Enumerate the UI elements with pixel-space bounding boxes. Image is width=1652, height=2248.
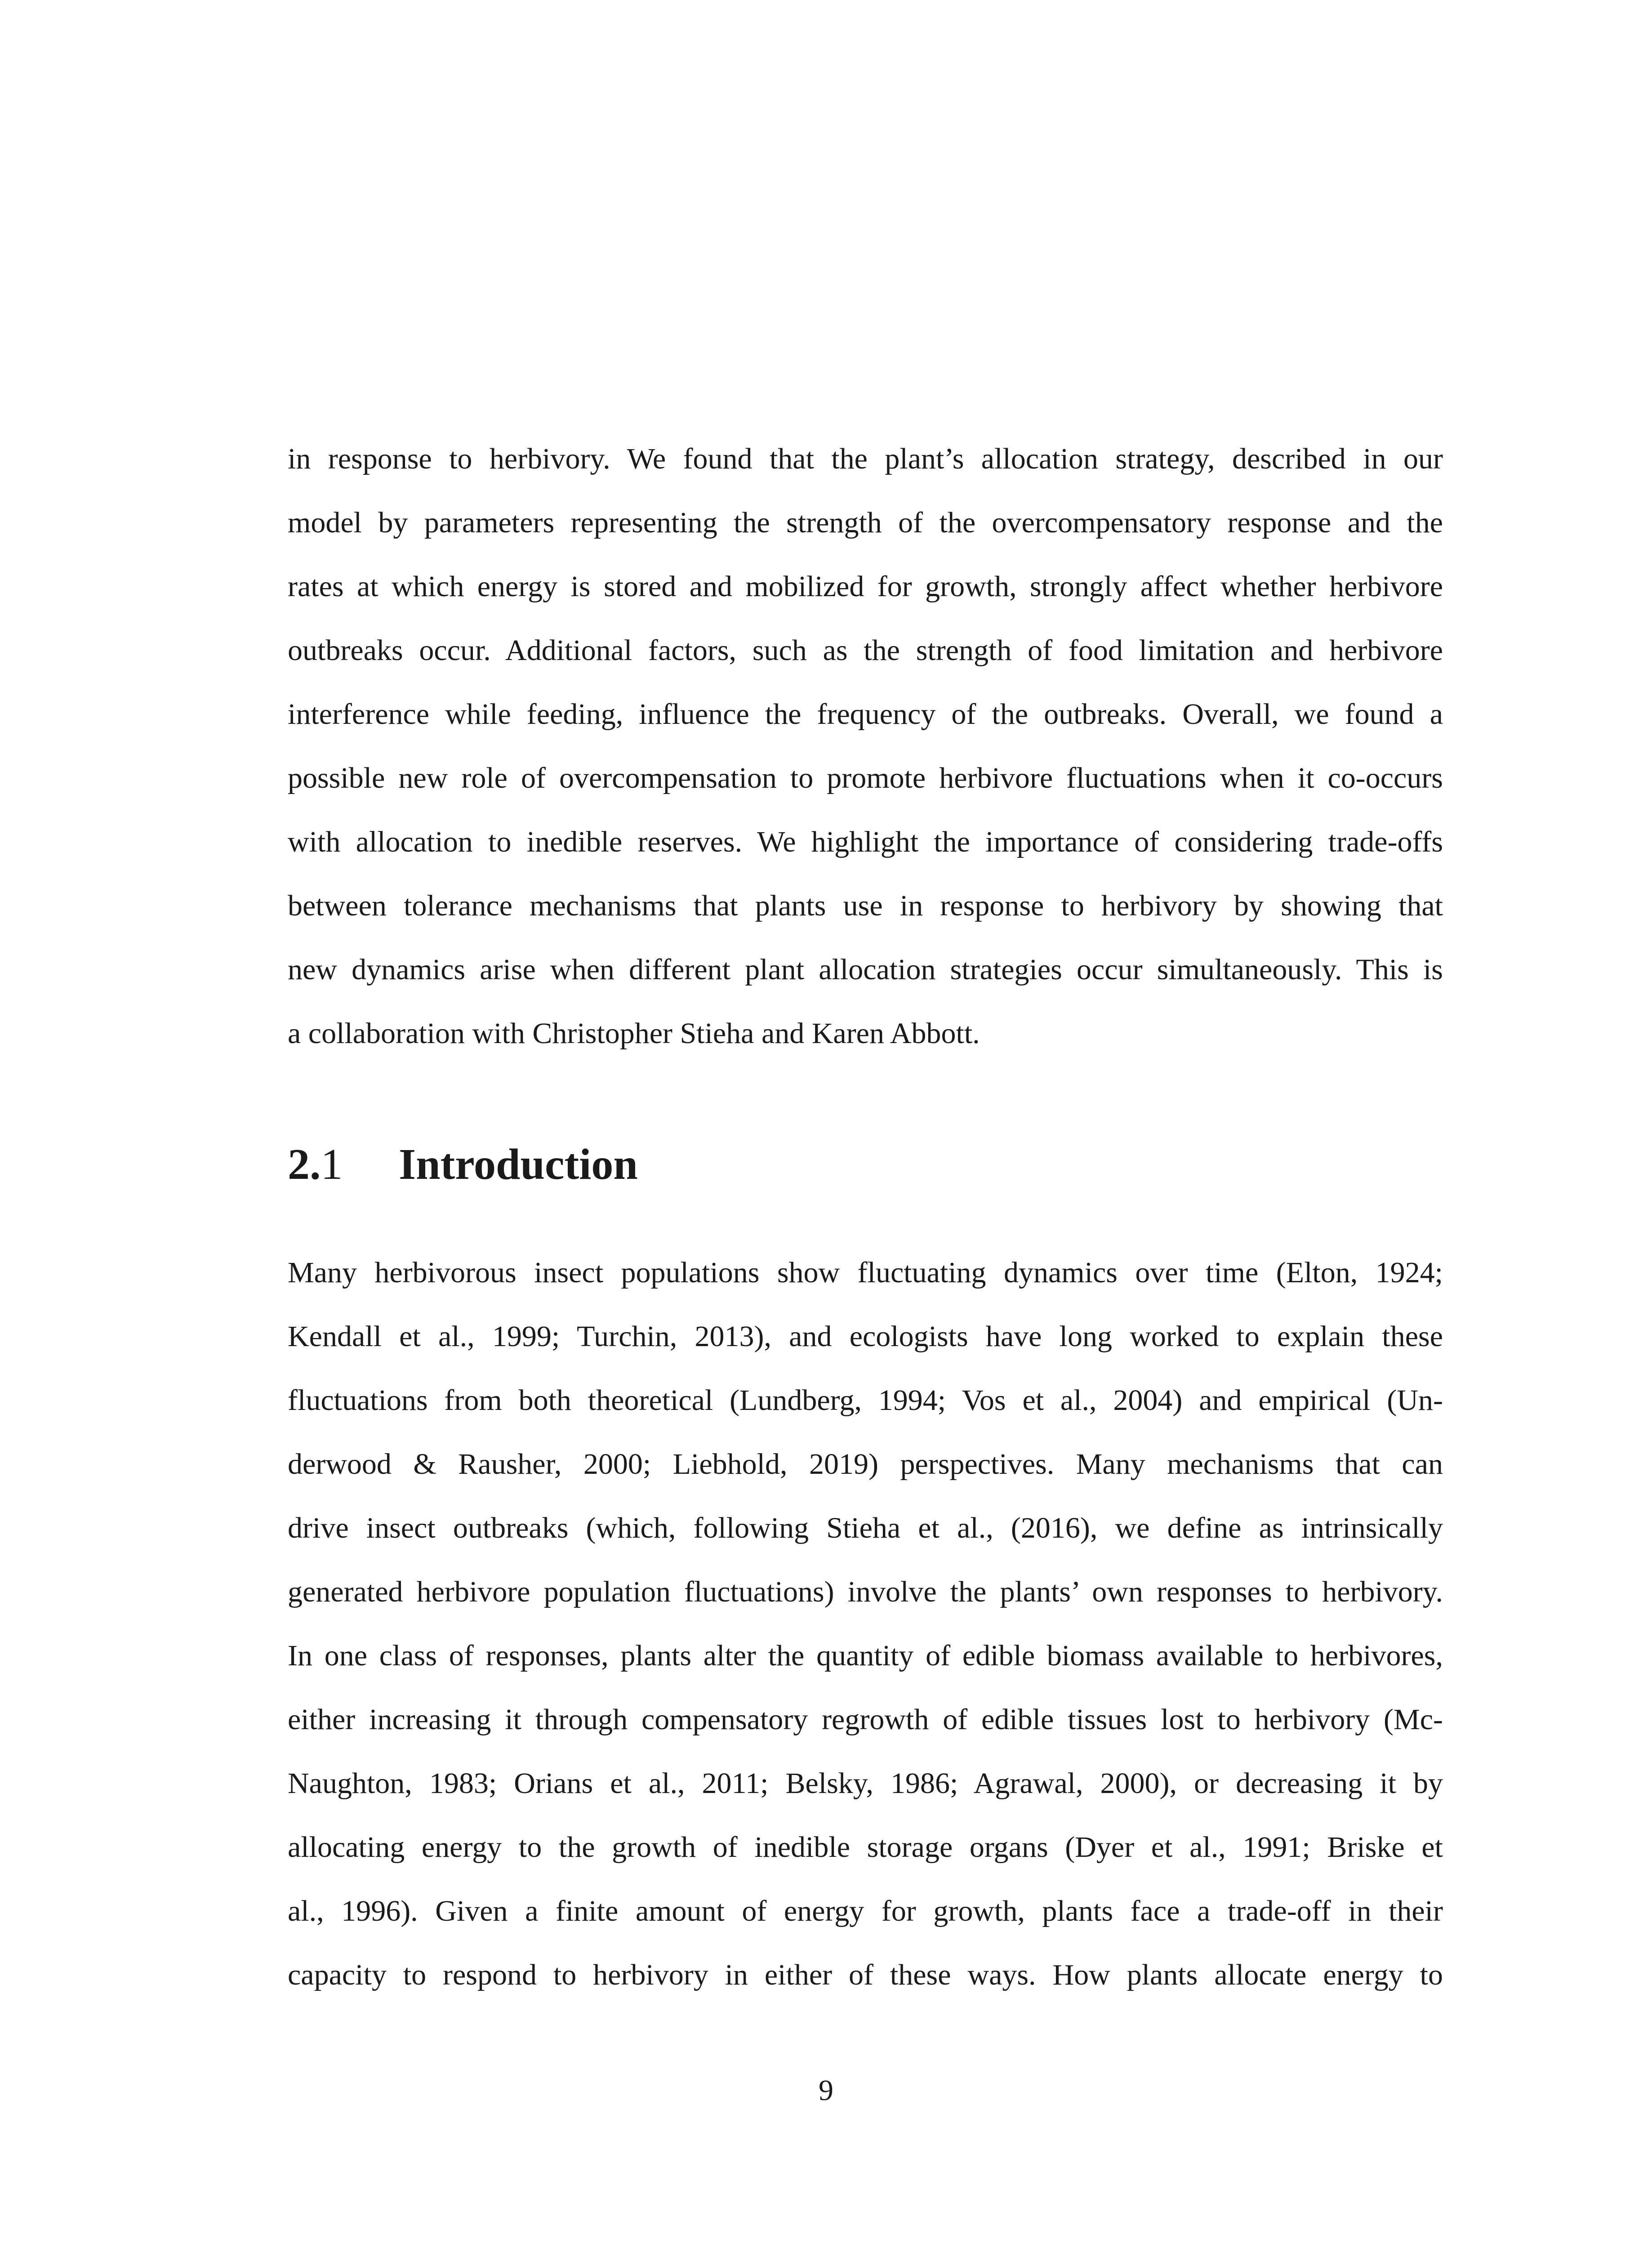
- text-line: Kendall et al., 1999; Turchin, 2013), and ecologists have long worked to explain these: [288, 1320, 1443, 1353]
- text-line: in response to herbivory. We found that the plant’s allocation strategy, described in our: [288, 442, 1443, 475]
- text-line: interference while feeding, influence the frequency of the outbreaks. Overall, we found a: [288, 698, 1443, 731]
- text-line: either increasing it through compensatory regrowth of edible tissues lost to herbivory (Mc-: [288, 1703, 1443, 1736]
- section-number-major: 2.: [288, 1140, 321, 1189]
- text-line: fluctuations from both theoretical (Lundberg, 1994; Vos et al., 2004) and empirical (Un-: [288, 1384, 1443, 1417]
- text-line: generated herbivore population fluctuations) involve the plants’ own responses to herbivory.: [288, 1575, 1443, 1608]
- text-line: drive insect outbreaks (which, following Stieha et al., (2016), we define as intrinsically: [288, 1512, 1443, 1544]
- text-line: rates at which energy is stored and mobilized for growth, strongly affect whether herbivore: [288, 570, 1443, 603]
- text-line: new dynamics arise when different plant allocation strategies occur simultaneously. This is: [288, 953, 1443, 986]
- page-number: 9: [819, 2074, 833, 2107]
- section-heading: [288, 1135, 638, 1194]
- text-line: between tolerance mechanisms that plants use in response to herbivory by showing that: [288, 889, 1443, 922]
- abstract-paragraph: [288, 427, 1443, 1066]
- text-line: In one class of responses, plants alter the quantity of edible biomass available to herbivores,: [288, 1639, 1443, 1672]
- text-line: allocating energy to the growth of inedible storage organs (Dyer et al., 1991; Briske et: [288, 1831, 1443, 1864]
- text-line: model by parameters representing the strength of the overcompensatory response and the: [288, 506, 1443, 539]
- text-line: Naughton, 1983; Orians et al., 2011; Belsky, 1986; Agrawal, 2000), or decreasing it by: [288, 1767, 1443, 1800]
- text-line: Many herbivorous insect populations show fluctuating dynamics over time (Elton, 1924;: [288, 1256, 1443, 1289]
- text-line: possible new role of overcompensation to promote herbivore fluctuations when it co-occurs: [288, 762, 1443, 794]
- text-line: with allocation to inedible reserves. We highlight the importance of considering trade-offs: [288, 825, 1443, 858]
- text-line: capacity to respond to herbivory in either of these ways. How plants allocate energy to: [288, 1958, 1443, 1991]
- introduction-paragraph: [288, 1241, 1443, 2007]
- text-line: a collaboration with Christopher Stieha and Karen Abbott.: [288, 1017, 980, 1050]
- section-title: Introduction: [399, 1140, 638, 1189]
- text-line: al., 1996). Given a finite amount of energy for growth, plants face a trade-off in their: [288, 1895, 1443, 1927]
- text-line: derwood & Rausher, 2000; Liebhold, 2019) perspectives. Many mechanisms that can: [288, 1448, 1443, 1481]
- text-line: outbreaks occur. Additional factors, such as the strength of food limitation and herbivore: [288, 634, 1443, 667]
- section-number-minor: 1: [321, 1140, 343, 1189]
